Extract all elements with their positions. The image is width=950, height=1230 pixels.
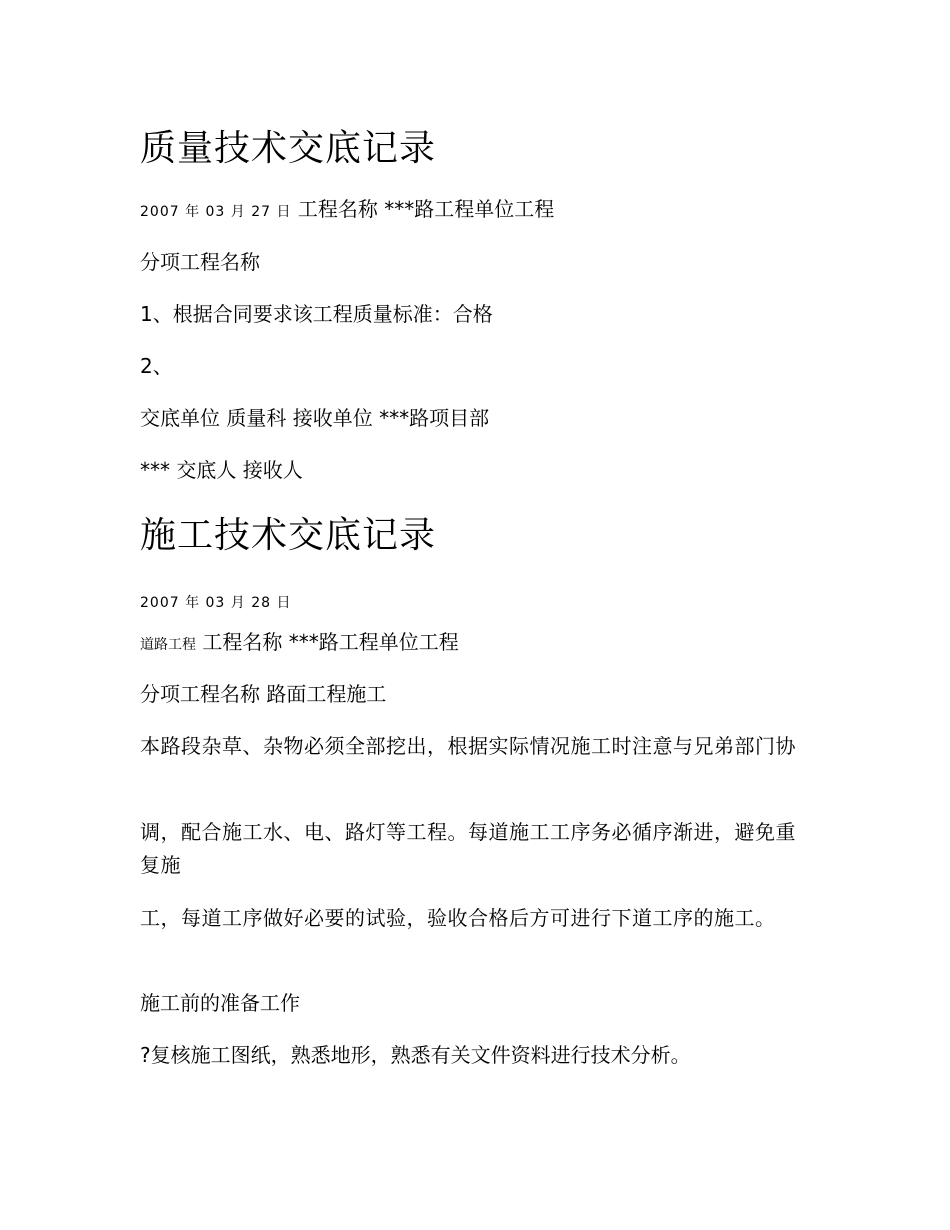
section2-project-prefix: 道路工程 — [140, 637, 196, 653]
section1-units-line: 交底单位 质量科 接收单位 ***路项目部 — [140, 406, 490, 430]
section2-prep-heading: 施工前的准备工作 — [140, 991, 300, 1015]
section2-paragraph-1: 本路段杂草、杂物必须全部挖出，根据实际情况施工时注意与兄弟部门协 — [140, 734, 796, 758]
section2-project-name: 工程名称 ***路工程单位工程 — [202, 630, 459, 654]
section2-paragraph-2: 调，配合施工水、电、路灯等工程。每道施工工序务必循序渐进，避免重复施 — [140, 820, 796, 877]
section1-title: 质量技术交底记录 — [140, 128, 437, 169]
section1-date: 2007 年 03 月 27 日 — [140, 204, 292, 220]
section2-date-line — [140, 584, 292, 619]
section2-title: 施工技术交底记录 — [140, 515, 437, 556]
section1-persons-line: *** 交底人 接收人 — [140, 458, 303, 482]
section1-project-name: 工程名称 ***路工程单位工程 — [297, 197, 555, 221]
section2-paragraph-3: 工，每道工序做好必要的试验，验收合格后方可进行下道工序的施工。 — [140, 906, 776, 930]
section2-date: 2007 年 03 月 28 日 — [140, 595, 292, 611]
section2-prep-item: ?复核施工图纸，熟悉地形，熟悉有关文件资料进行技术分析。 — [140, 1043, 691, 1067]
section1-quality-standard: 1、根据合同要求该工程质量标准：合格 — [140, 302, 493, 326]
section2-subproject-line: 分项工程名称 路面工程施工 — [140, 682, 387, 706]
section1-subproject-line: 分项工程名称 — [140, 250, 260, 274]
section1-date-line — [140, 193, 554, 228]
section2-project-line — [140, 626, 459, 661]
section1-item-2: 2、 — [140, 354, 173, 378]
